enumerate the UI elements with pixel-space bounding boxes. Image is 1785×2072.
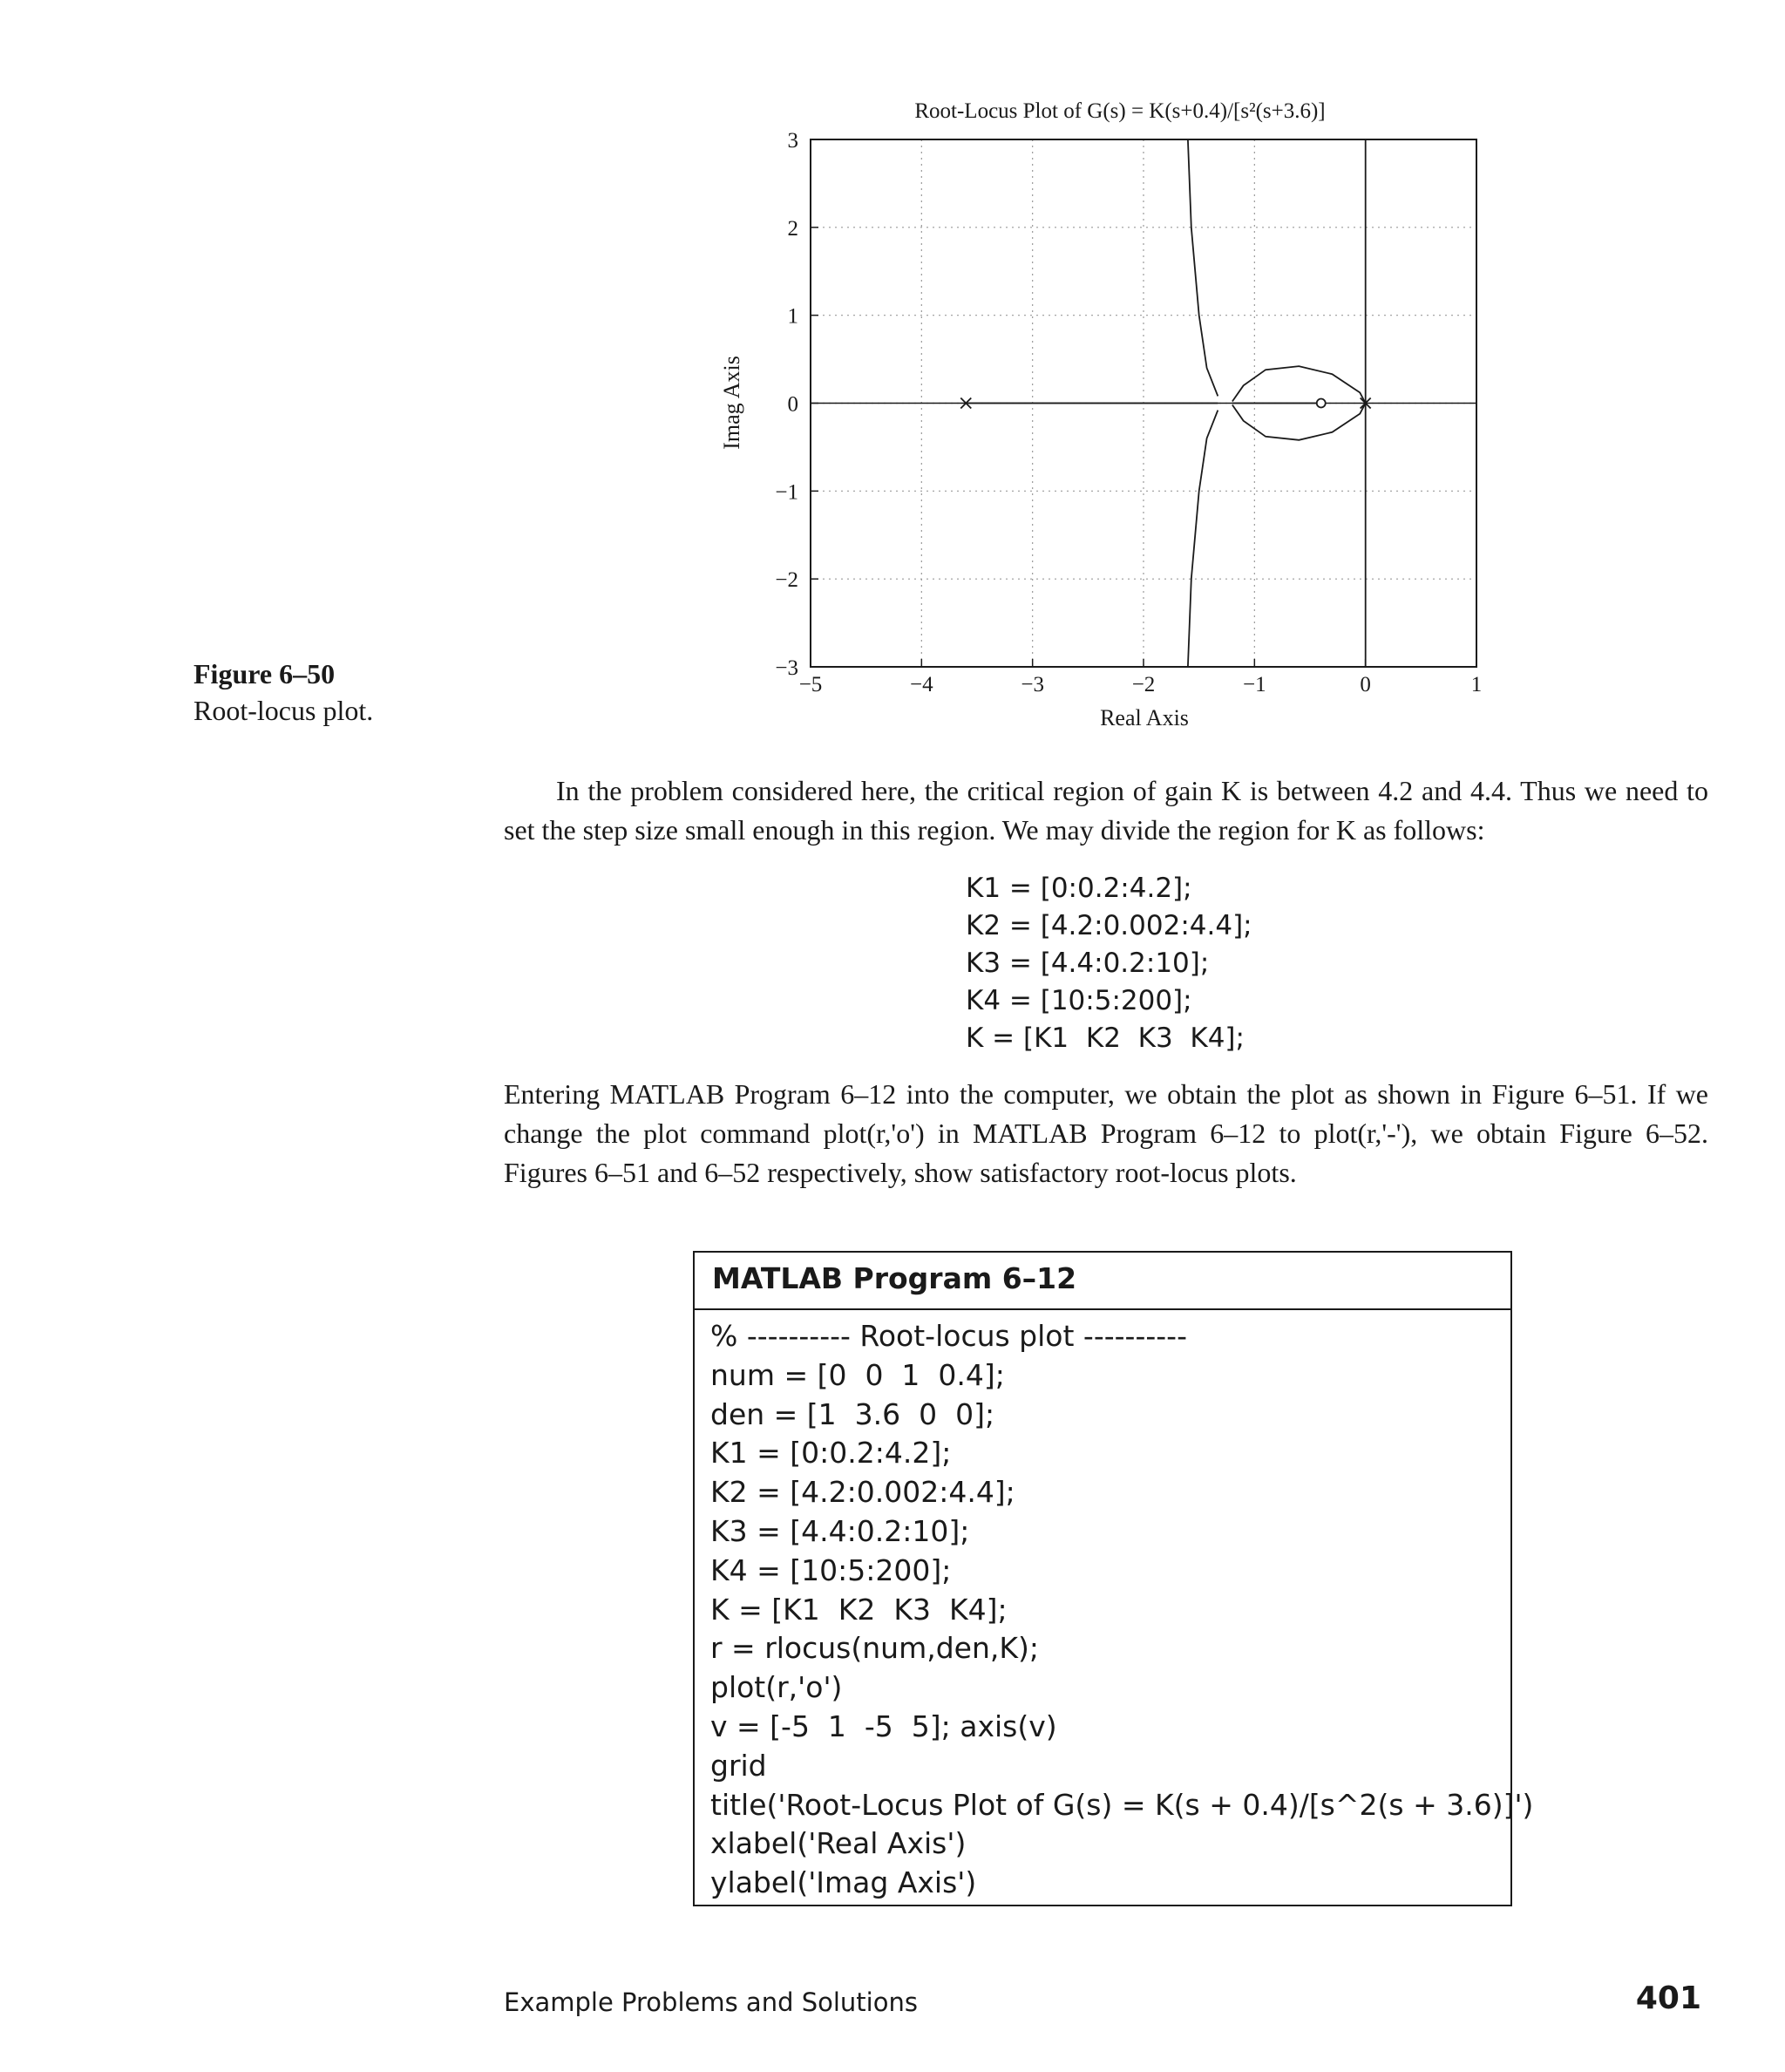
k-line: K2 = [4.2:0.002:4.4];	[966, 910, 1252, 941]
k-line: K4 = [10:5:200];	[966, 985, 1192, 1016]
code-line: ylabel('Imag Axis')	[710, 1865, 977, 1900]
paragraph-program-intro	[504, 1075, 1708, 1192]
figure-number: Figure 6–50	[193, 658, 336, 690]
x-tick-label: −4	[910, 673, 933, 696]
figure-caption	[193, 656, 373, 729]
code-line: K = [K1 K2 K3 K4];	[710, 1592, 1008, 1627]
k-definition-block	[966, 870, 1252, 1057]
code-line: plot(r,'o')	[710, 1670, 843, 1705]
y-tick-label: −1	[775, 480, 798, 505]
y-tick-label: 3	[787, 129, 798, 153]
code-line: K2 = [4.2:0.002:4.4];	[710, 1475, 1015, 1510]
zero-marker	[1317, 399, 1326, 408]
y-tick-label: −2	[775, 568, 798, 593]
y-tick-label: 1	[787, 304, 798, 329]
k-line: K = [K1 K2 K3 K4];	[966, 1022, 1245, 1054]
locus-loop-upper	[1232, 366, 1366, 403]
code-line: xlabel('Real Axis')	[710, 1826, 967, 1861]
y-tick-label: 2	[787, 216, 798, 241]
code-line: title('Root-Locus Plot of G(s) = K(s + 0.4)/[s^2(s + 3.6)]')	[710, 1787, 1534, 1822]
x-tick-labels	[799, 673, 1483, 696]
chart-title: Root-Locus Plot of G(s) = K(s+0.4)/[s²(s+3.6)]	[914, 99, 1326, 123]
y-tick-label: 0	[787, 392, 798, 417]
x-tick-label: −5	[798, 673, 823, 696]
root-locus-chart	[715, 83, 1499, 745]
paragraph-2-text: Entering MATLAB Program 6–12 into the computer, we obtain the plot as shown in Figure 6–51. If we change the plot command plot(r,'o') in MATLAB Program 6–12 to plot(r,'-'), we obtain Figure 6–52. Figures 6–51 and 6–52 respectively, show satisfactory root-locus plots.	[504, 1078, 1708, 1188]
x-tick-label: 0	[1360, 673, 1371, 696]
program-code	[695, 1310, 1534, 1910]
code-line: v = [-5 1 -5 5]; axis(v)	[710, 1709, 1057, 1743]
program-title: MATLAB Program 6–12	[695, 1253, 1510, 1310]
locus-branch-lower	[1188, 411, 1218, 667]
matlab-program-box	[693, 1251, 1534, 1906]
code-line: den = [1 3.6 0 0];	[710, 1396, 995, 1431]
code-line: K4 = [10:5:200];	[710, 1552, 952, 1587]
paragraph-critical-region	[504, 771, 1708, 850]
x-tick-label: 1	[1470, 673, 1483, 696]
code-line: K1 = [0:0.2:4.2];	[710, 1436, 952, 1471]
locus-branches	[811, 139, 1476, 667]
y-tick-label: −3	[775, 656, 798, 680]
locus-loop-lower	[1232, 404, 1366, 440]
paragraph-1-text: In the problem considered here, the critical region of gain K is between 4.2 and 4.4. Thus we need to set the step size small enough in this region. We may divide the region for K as follows:	[504, 775, 1708, 846]
locus-branch-upper	[1188, 139, 1218, 396]
y-tick-labels	[775, 129, 798, 680]
figure-caption-text: Root-locus plot.	[193, 695, 374, 726]
code-line: num = [0 0 1 0.4];	[710, 1357, 1005, 1392]
code-line: % ---------- Root-locus plot ----------	[710, 1319, 1187, 1353]
x-tick-label: −3	[1021, 673, 1044, 696]
k-line: K1 = [0:0.2:4.2];	[966, 873, 1192, 904]
running-footer: Example Problems and Solutions	[504, 1987, 918, 2017]
page-number: 401	[1635, 1980, 1701, 2016]
x-tick-label: −2	[1131, 673, 1156, 696]
y-axis-label: Imag Axis	[719, 356, 744, 450]
code-line: grid	[710, 1748, 767, 1783]
code-line: K3 = [4.4:0.2:10];	[710, 1513, 970, 1548]
x-axis-label: Real Axis	[1100, 705, 1189, 730]
code-line: r = rlocus(num,den,K);	[710, 1631, 1040, 1666]
k-line: K3 = [4.4:0.2:10];	[966, 948, 1210, 979]
x-tick-label: −1	[1243, 673, 1266, 696]
